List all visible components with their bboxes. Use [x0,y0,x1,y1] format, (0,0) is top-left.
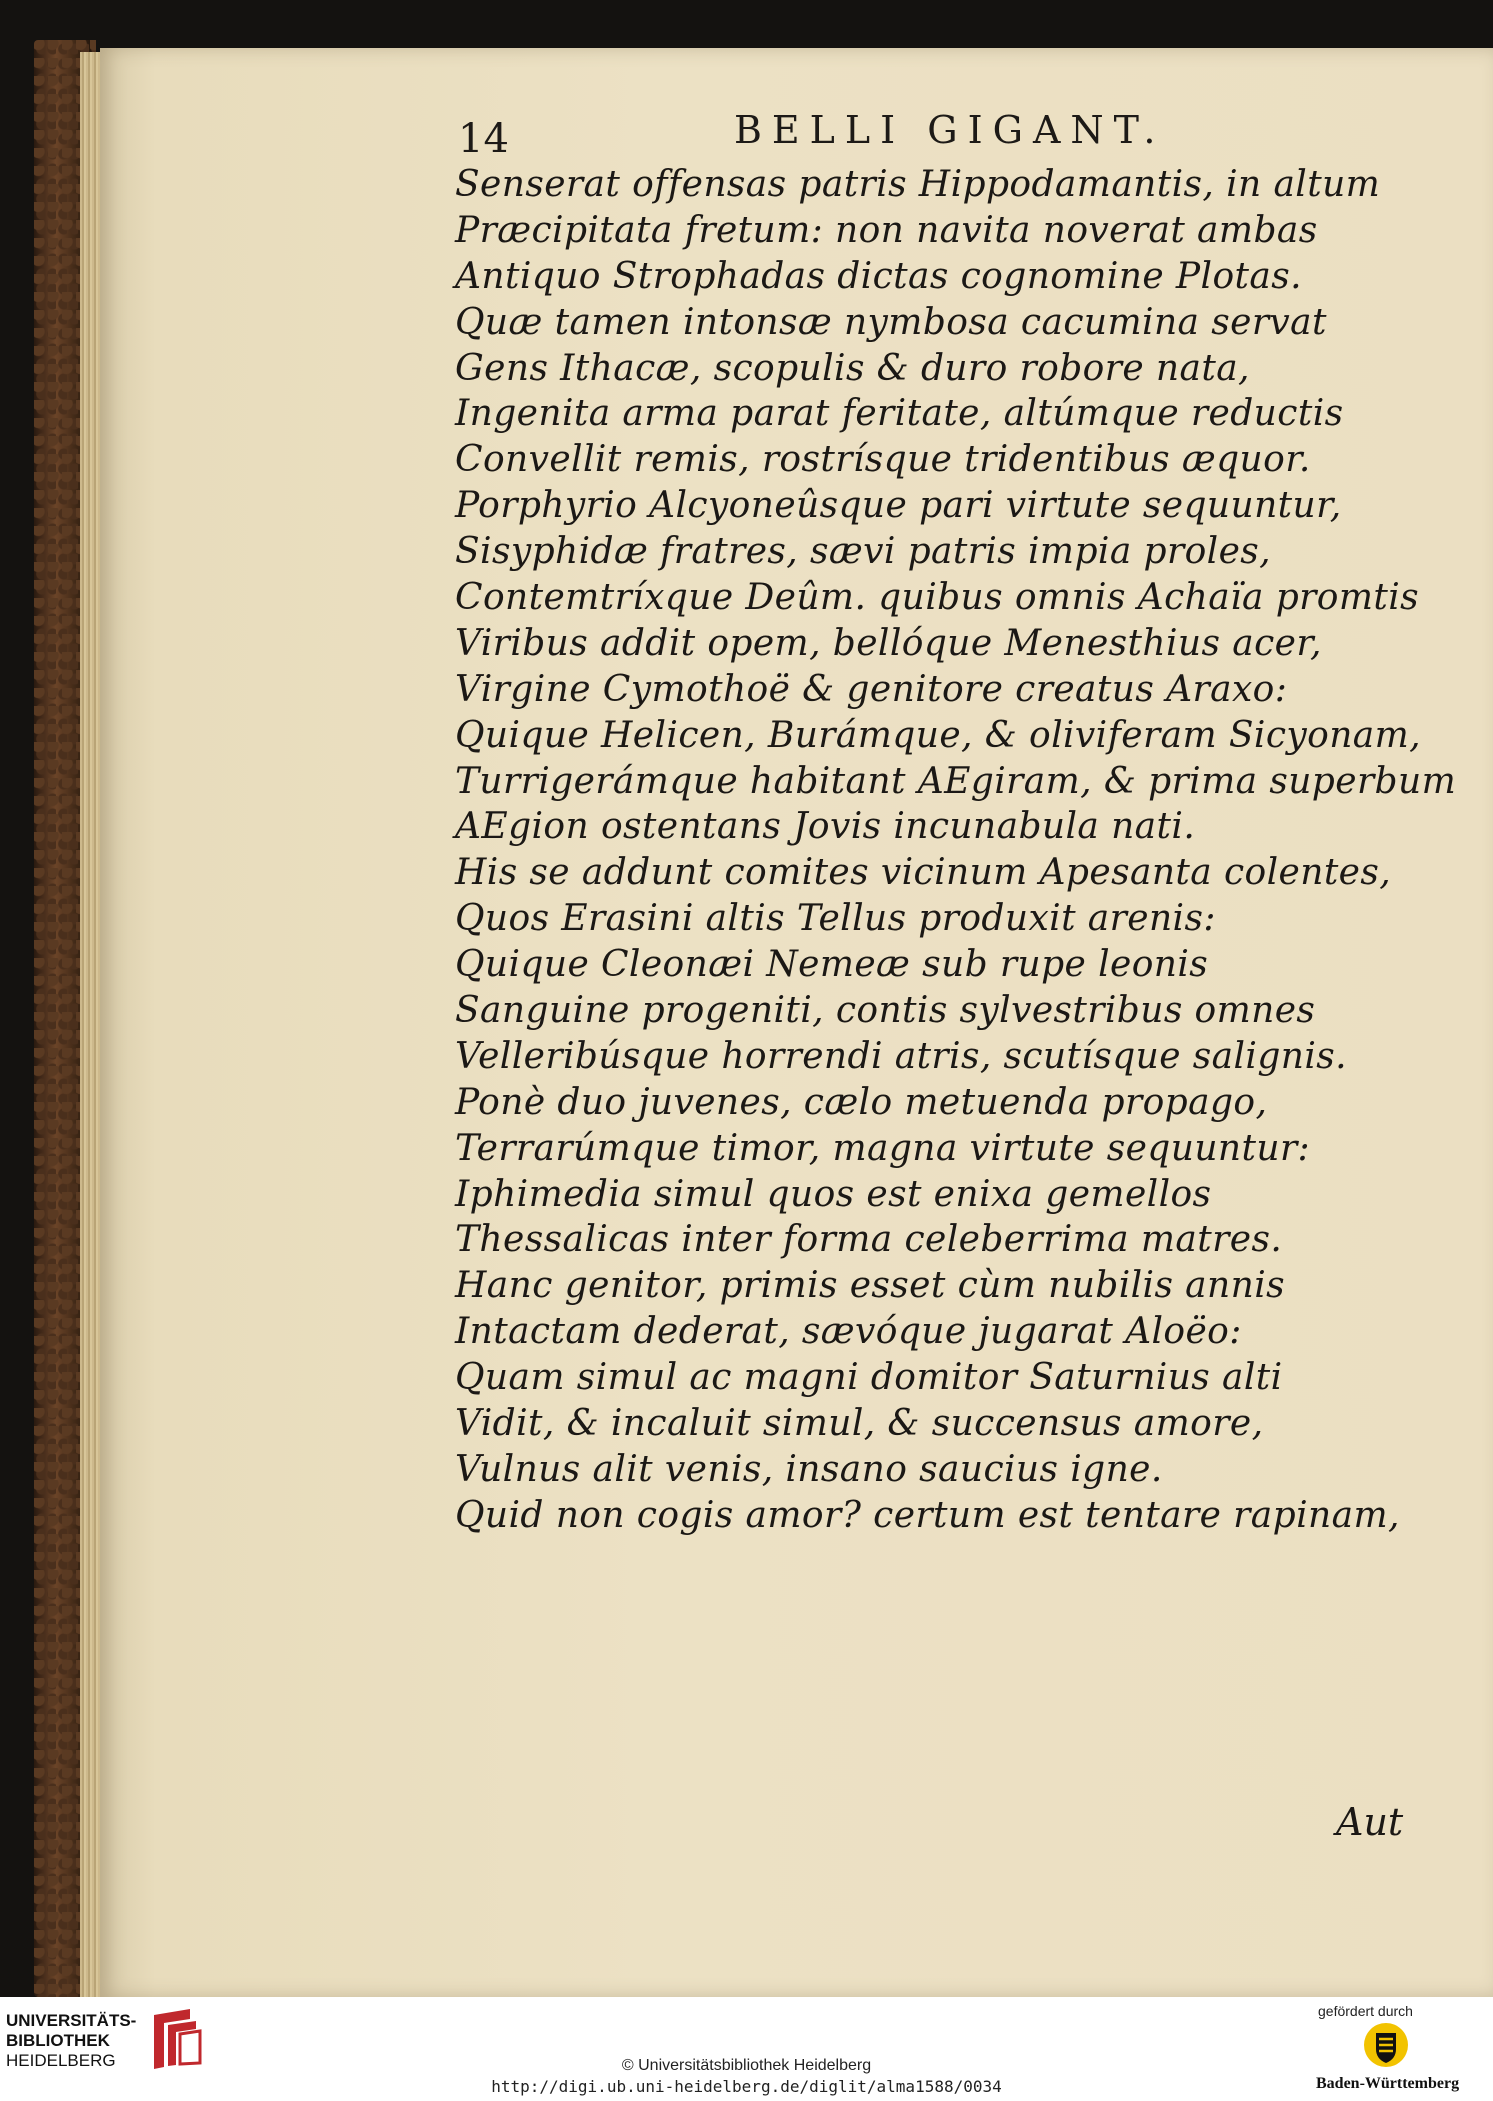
funder-name: Baden-Württemberg [1316,2075,1460,2092]
catchword: Aut [1336,1800,1404,1844]
verse-line: Ponè duo juvenes, cælo metuenda propago, [455,1081,1268,1123]
verse-line: Gens Ithacæ, scopulis & duro robore nata, [455,347,1250,389]
verse-line: Viribus addit opem, bellóque Menesthius acer, [455,622,1322,664]
verse-line: Antiquo Strophadas dictas cognomine Plotas. [455,255,1302,297]
verse-line: AEgion ostentans Jovis incunabula nati. [455,806,1196,848]
verse-line: Sanguine progeniti, contis sylvestribus omnes [455,990,1316,1032]
verse-line: Quam simul ac magni domitor Saturnius alti [455,1357,1283,1399]
state-crest-icon [1362,2021,1410,2069]
verse-line: Terrarúmque timor, magna virtute sequuntur: [455,1127,1311,1169]
verse-line: Thessalicas inter forma celeberrima matres. [455,1219,1283,1261]
verse-line: Intactam dederat, sævóque jugarat Aloëo: [455,1311,1242,1353]
verse-line: Quid non cogis amor? certum est tentare rapinam, [455,1494,1400,1536]
funded-by-label: gefördert durch [1318,2003,1413,2019]
verse-line: Quos Erasini altis Tellus produxit arenis: [455,898,1216,940]
verse-line: Sisyphidæ fratres, sævi patris impia proles, [455,531,1271,573]
verse-line: Quæ tamen intonsæ nymbosa cacumina servat [455,301,1327,343]
verse-line: Iphimedia simul quos est enixa gemellos [455,1173,1212,1215]
verse-line: Turrigerámque habitant AEgiram, & prima superbum [455,760,1457,802]
verse-line: Præcipitata fretum: non navita noverat ambas [455,209,1318,251]
verse-line: Velleribúsque horrendi atris, scutísque salignis. [455,1035,1348,1077]
verse-line: Virgine Cymothoë & genitore creatus Araxo: [455,668,1288,710]
footer [0,1997,1493,2101]
library-name-line2: BIBLIOTHEK [6,2031,110,2050]
verse-line: Hanc genitor, primis esset cùm nubilis annis [455,1265,1286,1307]
verse-line: Contemtríxque Deûm. quibus omnis Achaïa promtis [455,577,1420,619]
library-name-line1: UNIVERSITÄTS- [6,2011,137,2030]
page-number: 14 [458,116,509,162]
running-title: BELLI GIGANT. [734,108,1166,152]
library-name-line3: HEIDELBERG [6,2051,116,2070]
verse-line: Quique Helicen, Burámque, & oliviferam Sicyonam, [455,714,1422,756]
verse-line: Senserat offensas patris Hippodamantis, in altum [455,164,1381,205]
copyright-notice: © Universitätsbibliothek Heidelberg [621,2057,872,2074]
verse-text [455,162,1465,1539]
verse-line: Vulnus alit venis, insano saucius igne. [455,1448,1163,1490]
verse-line: Porphyrio Alcyoneûsque pari virtute sequuntur, [455,485,1342,527]
verse-line: Quique Cleonæi Nemeæ sub rupe leonis [455,944,1209,986]
verse-line: Convellit remis, rostrísque tridentibus æquor. [455,439,1311,481]
verse-line: Ingenita arma parat feritate, altúmque reductis [455,393,1344,435]
verse-line: Vidit, & incaluit simul, & succensus amore, [455,1403,1264,1445]
permalink[interactable]: http://digi.ub.uni-heidelberg.de/diglit/alma1588/0034 [491,2077,1002,2096]
verse-line: His se addunt comites vicinum Apesanta colentes, [455,852,1392,894]
